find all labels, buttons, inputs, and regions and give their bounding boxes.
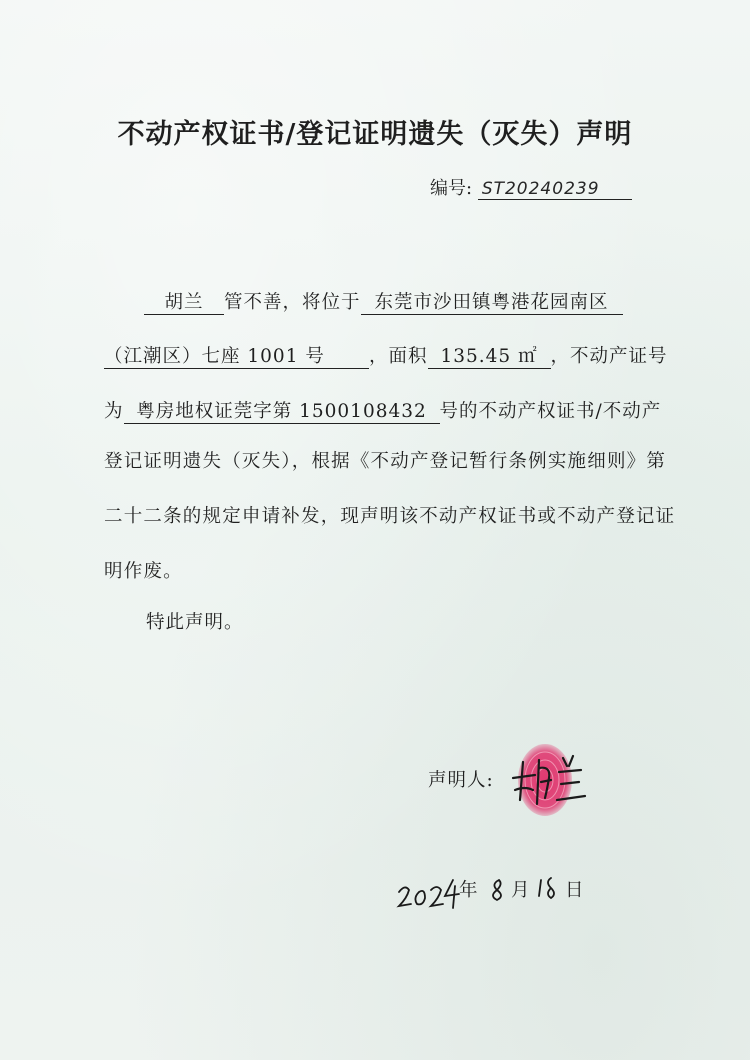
text-cert-suffix: 号的不动产权证书/不动产 <box>439 401 662 422</box>
closing-statement: 特此声明。 <box>146 612 244 633</box>
date-year-char: 年 <box>459 880 478 901</box>
signature-with-fingerprint <box>505 738 605 832</box>
body-line-2 <box>104 342 668 369</box>
serial-value: ST20240239 <box>478 179 632 200</box>
body-line-1 <box>104 288 623 315</box>
serial-label: 编号: <box>430 178 473 199</box>
text-area-label: ，面积 <box>369 346 428 367</box>
date-day-char: 日 <box>565 880 584 901</box>
declarant-label: 声明人: <box>428 770 494 791</box>
text-wei: 为 <box>104 401 124 422</box>
document-title: 不动产权证书/登记证明遗失（灭失）声明 <box>117 119 633 150</box>
text-management: 管不善，将位于 <box>224 292 361 313</box>
body-paragraph: 登记证明遗失（灭失），根据《不动产登记暂行条例实施细则》第二十二条的规定申请补发，现声明该不动产权证书或不动产登记证明作废。 <box>104 451 676 582</box>
text-cert-no-label: ，不动产证号 <box>550 346 668 367</box>
address-part2: （江潮区）七座 1001 号 <box>104 346 369 369</box>
serial-number <box>430 174 632 200</box>
handwritten-date <box>395 866 615 930</box>
cert-number: 粤房地权证莞字第 1500108432 <box>124 401 440 424</box>
body-line-3 <box>104 397 661 424</box>
address-part1: 东莞市沙田镇粤港花园南区 <box>361 292 623 315</box>
date-month-char: 月 <box>511 880 530 901</box>
area-value: 135.45 ㎡ <box>428 346 551 369</box>
fingerprint-seal <box>505 738 605 828</box>
owner-name: 胡兰 <box>144 292 224 315</box>
